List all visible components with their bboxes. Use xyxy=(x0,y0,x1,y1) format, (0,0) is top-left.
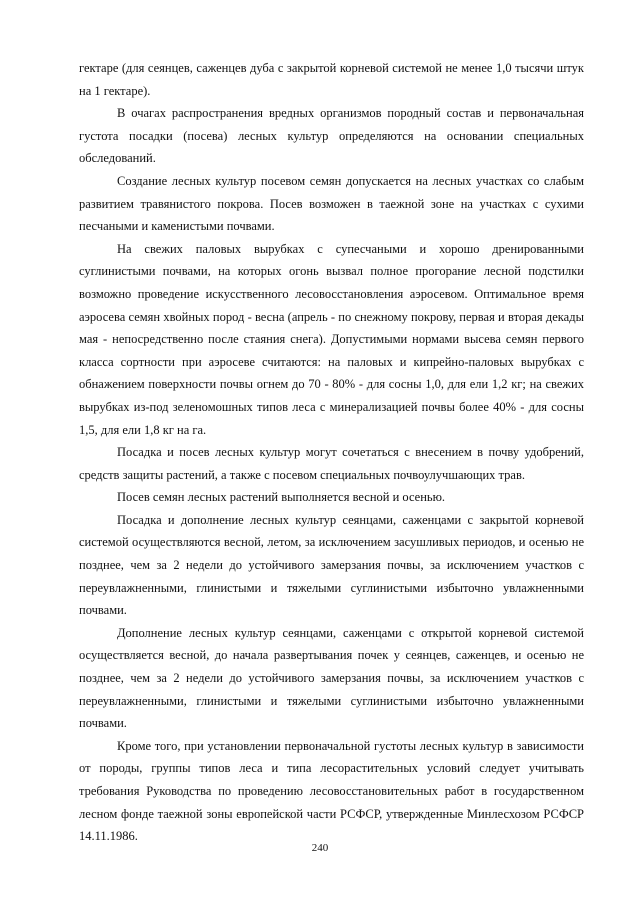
document-page xyxy=(79,57,584,848)
paragraph-6: Посев семян лесных растений выполняется весной и осенью. xyxy=(117,490,446,505)
paragraph-5: Посадка и посев лесных культур могут сочетаться с внесением в почву удобрений, средств защиты растений, а также с посевом специальных почвоулучшающих трав. xyxy=(79,445,584,482)
paragraph-4: На свежих паловых вырубках с супесчаными и хорошо дренированными суглинистыми почвами, на которых огонь вызвал полное прогорание лесной подстилки возможно проведение искусственного лесовосстановления аэросевом. Оптимальное время аэросева семян хвойных пород - весна (апрель - по снежному покрову, первая и вторая декады мая - непосредственно после стаяния снега). Допустимыми нормами высева семян первого класса сортности при аэросеве считаются: на паловых и кипрейно-паловых вырубках с обнажением поверхности почвы огнем до 70 - 80% - для сосны 1,0, для ели 1,2 кг; на свежих вырубках из-под зеленомошных типов леса с минерализацией почвы более 40% - для сосны 1,5, для ели 1,8 кг на га. xyxy=(79,241,584,437)
paragraph-2: В очагах распространения вредных организмов породный состав и первоначальная густота посадки (посева) лесных культур определяются на основании специальных обследований. xyxy=(79,106,584,166)
paragraph-1: гектаре (для сеянцев, саженцев дуба с закрытой корневой системой не менее 1,0 тысячи штук на 1 гектаре). xyxy=(79,61,584,98)
page-number: 240 xyxy=(311,842,329,854)
paragraph-8: Дополнение лесных культур сеянцами, саженцами с открытой корневой системой осуществляется весной, до начала развертывания почек у сеянцев, саженцев, и осенью не позднее, чем за 2 недели до устойчивого замерзания почвы, за исключением участков с переувлажненными, глинистыми и тяжелыми суглинистыми избыточно увлажненными почвами. xyxy=(79,625,584,731)
paragraph-9: Кроме того, при установлении первоначальной густоты лесных культур в зависимости от породы, группы типов леса и типа лесорастительных условий следует учитывать требования Руководства по проведению лесовосстановительных работ в государственном лесном фонде таежной зоны европейской части РСФСР, утвержденные Минлесхозом РСФСР 14.11.1986. xyxy=(79,738,584,844)
paragraph-7: Посадка и дополнение лесных культур сеянцами, саженцами с закрытой корневой системой осуществляются весной, летом, за исключением засушливых периодов, и осенью не позднее, чем за 2 недели до устойчивого замерзания почвы, за исключением участков с переувлажненными, глинистыми и тяжелыми суглинистыми избыточно увлажненными почвами. xyxy=(79,512,584,618)
paragraph-3: Создание лесных культур посевом семян допускается на лесных участках со слабым развитием травянистого покрова. Посев возможен в таежной зоне на участках с сухими песчаными и каменистыми почвами. xyxy=(79,173,584,234)
